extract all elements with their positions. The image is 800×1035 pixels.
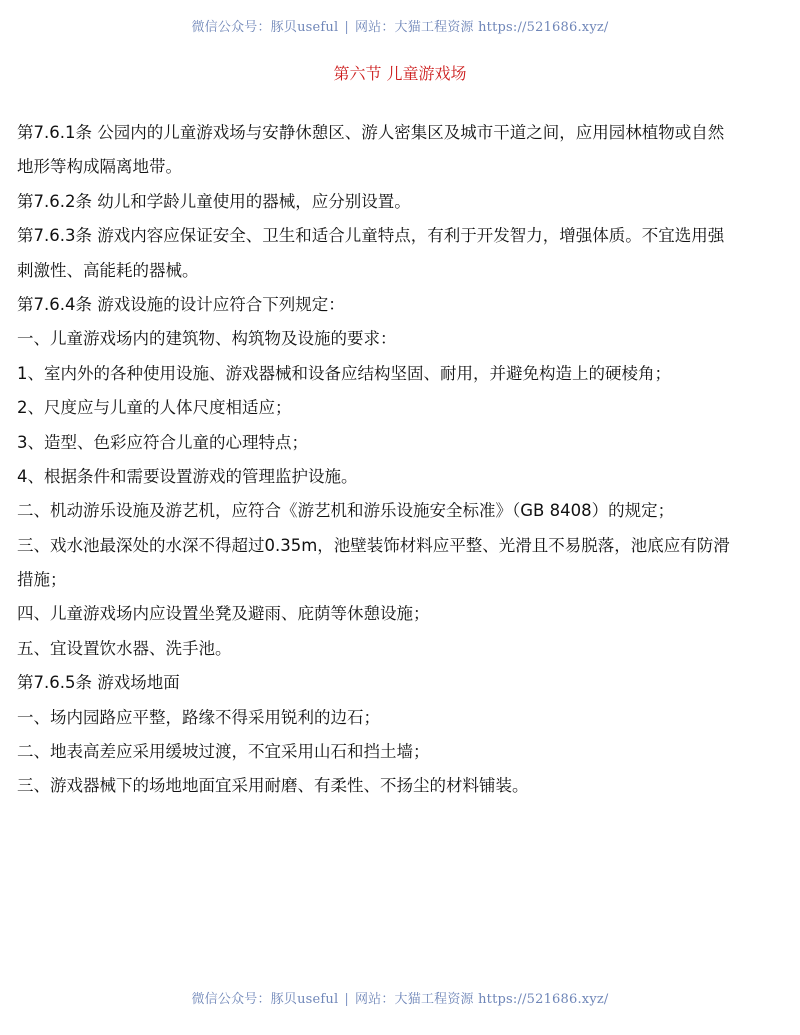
paragraph-line: 刺激性、高能耗的器械。 [17, 260, 199, 280]
paragraph-line: 二、地表高差应采用缓坡过渡，不宜采用山石和挡土墙； [17, 742, 430, 762]
header-account-text: 微信公众号：豚贝useful [191, 20, 339, 35]
paragraph-line: 一、场内园路应平整，路缘不得采用锐利的边石； [17, 707, 380, 727]
paragraph-line: 地形等构成隔离地带。 [17, 157, 182, 177]
footer-banner [0, 988, 800, 1007]
paragraph-line: 2、尺度应与儿童的人体尺度相适应； [17, 398, 292, 418]
header-separator: | [344, 20, 349, 35]
header-banner [0, 16, 800, 35]
document-body [17, 116, 787, 804]
paragraph-line: 一、儿童游戏场内的建筑物、构筑物及设施的要求： [17, 329, 397, 349]
paragraph-line: 四、儿童游戏场内应设置坐凳及避雨、庇荫等休憩设施； [17, 604, 430, 624]
footer-website-link[interactable]: 网站：大猫工程资源 https://521686.xyz/ [354, 992, 609, 1007]
paragraph-line: 3、造型、色彩应符合儿童的心理特点； [17, 432, 308, 452]
paragraph-line: 第7.6.4条 游戏设施的设计应符合下列规定： [17, 294, 345, 314]
footer-account-text: 微信公众号：豚贝useful [191, 992, 339, 1007]
paragraph-line: 三、游戏器械下的场地地面宜采用耐磨、有柔性、不扬尘的材料铺装。 [17, 776, 529, 796]
header-website-link[interactable]: 网站：大猫工程资源 https://521686.xyz/ [354, 20, 609, 35]
paragraph-line: 4、根据条件和需要设置游戏的管理监护设施。 [17, 466, 358, 486]
paragraph-line: 五、宜设置饮水器、洗手池。 [17, 638, 232, 658]
paragraph-line: 第7.6.1条 公园内的儿童游戏场与安静休憩区、游人密集区及城市干道之间，应用园林植物或自然 [17, 123, 725, 142]
paragraph-line: 第7.6.2条 幼儿和学龄儿童使用的器械，应分别设置。 [17, 191, 411, 211]
paragraph-line: 二、机动游乐设施及游艺机，应符合《游艺机和游乐设施安全标准》（GB 8408）的规定； [17, 501, 675, 521]
paragraph-line: 1、室内外的各种使用设施、游戏器械和设备应结构坚固、耐用，并避免构造上的硬棱角； [17, 363, 671, 383]
paragraph-line: 三、戏水池最深处的水深不得超过0.35m，池壁装饰材料应平整、光滑且不易脱落，池底应有防滑 [17, 535, 730, 555]
paragraph-line: 措施； [17, 570, 67, 590]
paragraph-line: 第7.6.5条 游戏场地面 [17, 673, 180, 693]
paragraph-line: 第7.6.3条 游戏内容应保证安全、卫生和适合儿童特点，有利于开发智力，增强体质。不宜选用强 [17, 226, 725, 246]
section-title: 第六节 儿童游戏场 [333, 64, 467, 83]
footer-separator: | [344, 992, 349, 1007]
